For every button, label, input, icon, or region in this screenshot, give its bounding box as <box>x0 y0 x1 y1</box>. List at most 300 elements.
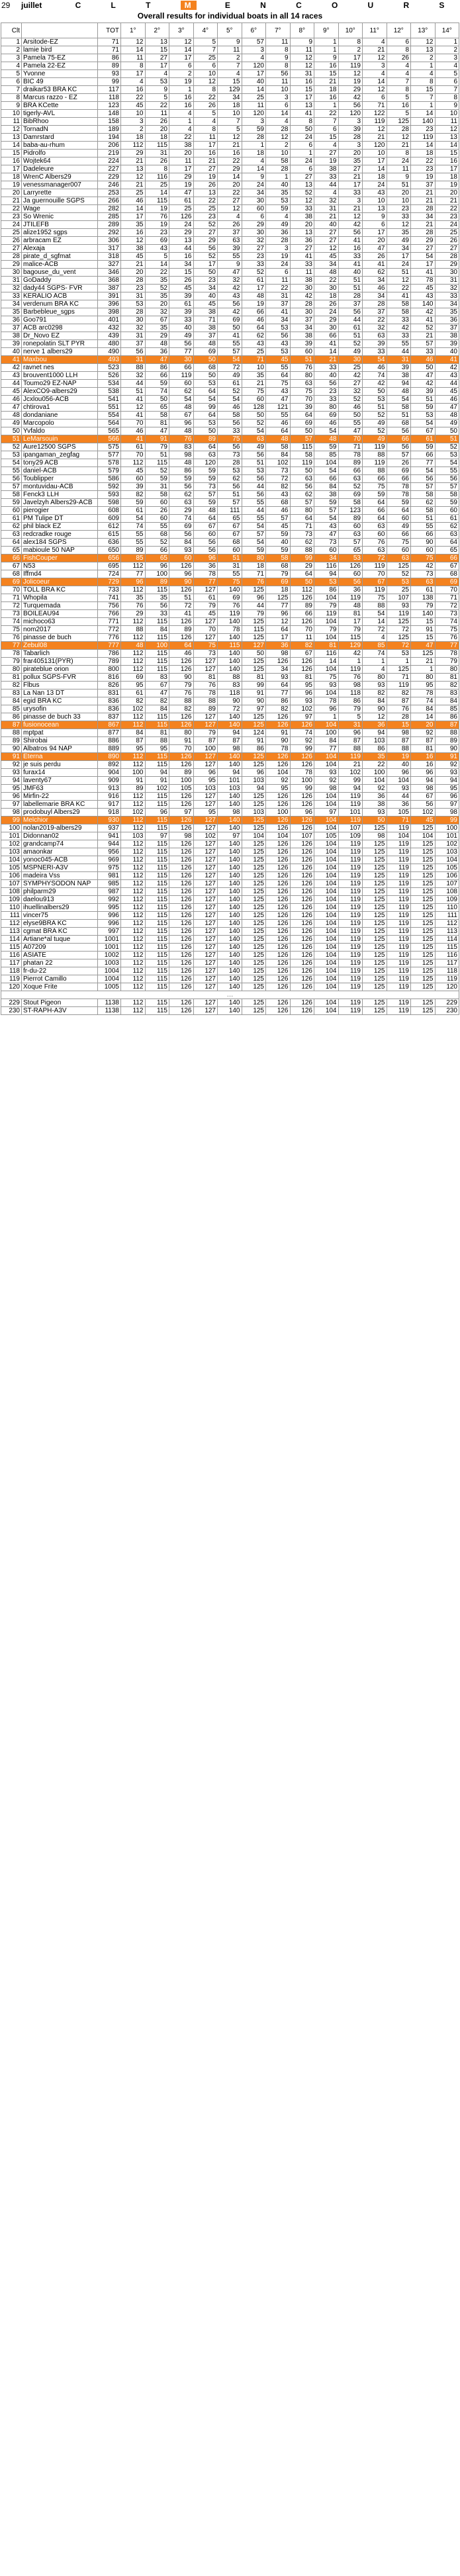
cell-boat-name: Pidrolfo <box>22 150 98 157</box>
cell-race-score: 77 <box>121 570 146 578</box>
cell-race-score: 86 <box>314 586 339 594</box>
cell-race-score: 39 <box>363 340 387 348</box>
cell-race-score: 48 <box>193 507 218 515</box>
cell-race-score: 18 <box>242 150 266 157</box>
cell-race-score: 17 <box>338 618 363 626</box>
cell-race-score: 66 <box>363 475 387 483</box>
table-row <box>1 134 459 142</box>
cell-race-score: 127 <box>193 983 218 991</box>
cell-race-score: 115 <box>145 888 169 896</box>
cell-race-score: 63 <box>387 555 411 562</box>
cell-race-score: 89 <box>435 737 459 745</box>
cell-rank: 29 <box>1 261 22 269</box>
cell-rank: 105 <box>1 864 22 872</box>
cell-race-score: 66 <box>242 308 266 316</box>
cell-rank: 102 <box>1 840 22 848</box>
cell-race-score: 126 <box>169 880 194 888</box>
cell-race-score: 75 <box>387 539 411 547</box>
cell-race-score: 16 <box>411 753 436 761</box>
cell-race-score: 74 <box>411 697 436 705</box>
cell-race-score: 49 <box>435 420 459 427</box>
cell-race-score: 12 <box>314 245 339 253</box>
cell-race-score: 22 <box>363 761 387 769</box>
cell-race-score: 48 <box>266 435 291 443</box>
cell-race-score: 21 <box>218 142 242 150</box>
cell-race-score: 28 <box>411 229 436 237</box>
cell-race-score: 64 <box>363 515 387 523</box>
cell-race-score: 50 <box>193 356 218 364</box>
cell-boat-name: madeira Vss <box>22 872 98 880</box>
cell-total: 909 <box>98 777 121 785</box>
cell-race-score: 56 <box>193 245 218 253</box>
cell-race-score: 51 <box>145 451 169 459</box>
cell-race-score: 1 <box>411 102 436 110</box>
cell-race-score: 112 <box>121 999 146 1007</box>
table-row <box>1 150 459 157</box>
cell-race-score: 126 <box>169 896 194 904</box>
cell-race-score: 126 <box>266 761 291 769</box>
cell-race-score: 14 <box>363 165 387 173</box>
cell-boat-name: Iffmd4 <box>22 570 98 578</box>
cell-race-score: 95 <box>290 682 314 689</box>
cell-race-score: 36 <box>266 642 291 650</box>
cell-race-score: 104 <box>314 594 339 602</box>
cell-race-score: 98 <box>338 682 363 689</box>
cell-race-score: 125 <box>242 801 266 809</box>
cell-race-score: 126 <box>169 562 194 570</box>
cell-race-score: 78 <box>435 650 459 658</box>
cell-race-score: 126 <box>169 975 194 983</box>
cell-race-score: 7 <box>314 118 339 126</box>
cell-race-score: 119 <box>338 753 363 761</box>
cell-race-score: 19 <box>387 753 411 761</box>
cell-race-score: 64 <box>290 570 314 578</box>
cell-race-score: 62 <box>242 332 266 340</box>
cell-race-score: 39 <box>290 340 314 348</box>
cell-race-score: 33 <box>290 261 314 269</box>
cell-race-score: 11 <box>266 38 291 46</box>
cell-race-score: 49 <box>387 523 411 531</box>
table-row <box>1 578 459 586</box>
cell-race-score: 59 <box>387 499 411 507</box>
cell-race-score: 90 <box>242 697 266 705</box>
cell-race-score: 60 <box>387 547 411 555</box>
cell-race-score: 26 <box>193 102 218 110</box>
cell-race-score: 46 <box>435 396 459 404</box>
cell-race-score: 37 <box>266 300 291 308</box>
cell-total: 1138 <box>98 999 121 1007</box>
cell-race-score: 45 <box>266 523 291 531</box>
cell-race-score: 20 <box>218 181 242 189</box>
cell-race-score: 75 <box>290 388 314 396</box>
cell-race-score: 119 <box>387 824 411 832</box>
cell-race-score: 54 <box>387 396 411 404</box>
cell-race-score: 68 <box>387 420 411 427</box>
cell-race-score: 120 <box>363 142 387 150</box>
cell-race-score: 55 <box>121 531 146 539</box>
cell-race-score: 125 <box>411 864 436 872</box>
cell-race-score: 63 <box>363 523 387 531</box>
cell-race-score: 15 <box>387 721 411 729</box>
cell-boat-name: montuvidau-ACB <box>22 483 98 491</box>
cell-race-score: 229 <box>435 999 459 1007</box>
cell-boat-name: Xoque Frite <box>22 983 98 991</box>
cell-race-score: 125 <box>363 888 387 896</box>
cell-race-score: 22 <box>387 285 411 292</box>
cell-race-score: 2 <box>338 46 363 54</box>
cell-race-score: 126 <box>266 912 291 920</box>
cell-race-score: 60 <box>193 531 218 539</box>
cell-race-score: 43 <box>363 189 387 197</box>
cell-race-score: 21 <box>435 197 459 205</box>
cell-race-score: 32 <box>121 324 146 332</box>
cell-race-score: 126 <box>169 983 194 991</box>
cell-race-score: 63 <box>218 237 242 245</box>
cell-race-score: 109 <box>338 832 363 840</box>
cell-race-score: 70 <box>169 745 194 753</box>
cell-race-score: 32 <box>435 285 459 292</box>
cell-race-score: 101 <box>435 832 459 840</box>
table-row <box>1 785 459 793</box>
cell-rank: 40 <box>1 348 22 356</box>
cell-race-score: 140 <box>218 936 242 944</box>
cell-race-score: 21 <box>121 261 146 269</box>
cell-total: 650 <box>98 547 121 555</box>
cell-boat-name: nerve 1 albers29 <box>22 348 98 356</box>
cell-race-score: 126 <box>266 975 291 983</box>
cell-total: 490 <box>98 348 121 356</box>
cell-race-score: 125 <box>242 824 266 832</box>
cell-race-score: 82 <box>387 689 411 697</box>
cell-race-score: 38 <box>363 801 387 809</box>
cell-race-score: 115 <box>145 904 169 912</box>
cell-race-score: 69 <box>435 578 459 586</box>
cell-race-score: 57 <box>290 435 314 443</box>
cell-total: 118 <box>98 94 121 102</box>
header-letter: E <box>224 1 232 10</box>
cell-race-score: 46 <box>363 285 387 292</box>
cell-race-score: 15 <box>290 86 314 94</box>
cell-total: 593 <box>98 491 121 499</box>
cell-race-score: 112 <box>121 975 146 983</box>
cell-total: 836 <box>98 697 121 705</box>
cell-rank: 115 <box>1 944 22 952</box>
cell-race-score: 140 <box>218 872 242 880</box>
cell-race-score: 126 <box>169 801 194 809</box>
cell-race-score: 63 <box>193 451 218 459</box>
cell-race-score: 5 <box>193 38 218 46</box>
cell-race-score: 60 <box>169 380 194 388</box>
cell-race-score: 75 <box>218 435 242 443</box>
cell-race-score: 125 <box>242 896 266 904</box>
cell-race-score: 29 <box>193 237 218 245</box>
cell-rank: 77 <box>1 642 22 650</box>
cell-race-score: 103 <box>363 737 387 745</box>
cell-total: 995 <box>98 904 121 912</box>
cell-race-score: 104 <box>387 832 411 840</box>
cell-boat-name: pollux SGPS-FVR <box>22 674 98 682</box>
cell-race-score: 126 <box>266 999 291 1007</box>
cell-race-score: 77 <box>169 348 194 356</box>
cell-race-score: 10 <box>363 150 387 157</box>
cell-race-score: 53 <box>435 451 459 459</box>
cell-race-score: 46 <box>314 420 339 427</box>
cell-race-score: 126 <box>266 658 291 666</box>
cell-boat-name: Arsitode-EZ <box>22 38 98 46</box>
cell-race-score: 31 <box>266 292 291 300</box>
cell-race-score: 127 <box>193 904 218 912</box>
cell-race-score: 1 <box>338 658 363 666</box>
cell-race-score: 82 <box>121 697 146 705</box>
cell-race-score: 89 <box>338 459 363 467</box>
cell-race-score: 126 <box>169 618 194 626</box>
cell-race-score: 78 <box>387 483 411 491</box>
cell-race-score: 119 <box>387 928 411 936</box>
cell-race-score: 115 <box>242 626 266 634</box>
cell-race-score: 126 <box>338 562 363 570</box>
cell-race-score: 17 <box>363 229 387 237</box>
cell-race-score: 115 <box>145 586 169 594</box>
cell-total: 566 <box>98 435 121 443</box>
cell-total: 123 <box>98 102 121 110</box>
cell-race-score: 126 <box>169 793 194 801</box>
cell-race-score: 125 <box>242 864 266 872</box>
cell-race-score: 140 <box>218 983 242 991</box>
cell-race-score: 11 <box>218 46 242 54</box>
cell-race-score: 4 <box>242 157 266 165</box>
cell-race-score: 17 <box>387 253 411 261</box>
cell-race-score: 126 <box>169 952 194 959</box>
cell-race-score: 71 <box>435 594 459 602</box>
cell-race-score: 11 <box>145 110 169 118</box>
cell-race-score: 51 <box>411 396 436 404</box>
cell-race-score: 15 <box>145 46 169 54</box>
col-race: 14° <box>435 23 459 38</box>
cell-race-score: 5 <box>193 110 218 118</box>
cell-total: 981 <box>98 872 121 880</box>
cell-race-score: 4 <box>314 142 339 150</box>
cell-total: 1001 <box>98 944 121 952</box>
cell-race-score: 71 <box>387 674 411 682</box>
cell-race-score: 119 <box>338 872 363 880</box>
cell-race-score: 35 <box>242 372 266 380</box>
cell-race-score: 115 <box>145 801 169 809</box>
cell-race-score: 119 <box>169 372 194 380</box>
cell-total: 158 <box>98 118 121 126</box>
cell-race-score: 125 <box>242 666 266 674</box>
cell-race-score: 19 <box>145 205 169 213</box>
cell-race-score: 66 <box>387 531 411 539</box>
cell-race-score: 125 <box>242 880 266 888</box>
page-header <box>0 0 460 22</box>
cell-race-score: 96 <box>290 689 314 697</box>
cell-race-score: 72 <box>387 626 411 634</box>
cell-race-score: 92 <box>290 737 314 745</box>
table-row <box>1 975 459 983</box>
cell-race-score: 12 <box>363 86 387 94</box>
cell-race-score: 104 <box>314 761 339 769</box>
cell-race-score: 56 <box>218 300 242 308</box>
cell-race-score: 31 <box>435 277 459 285</box>
cell-race-score: 34 <box>266 316 291 324</box>
cell-race-score: 41 <box>169 610 194 618</box>
cell-race-score: 28 <box>266 237 291 245</box>
cell-race-score: 54 <box>193 396 218 404</box>
cell-race-score: 57 <box>193 491 218 499</box>
cell-race-score: 26 <box>363 253 387 261</box>
cell-race-score: 125 <box>411 872 436 880</box>
cell-race-score: 67 <box>169 412 194 420</box>
cell-race-score: 127 <box>193 888 218 896</box>
table-row <box>1 697 459 705</box>
cell-race-score: 119 <box>314 610 339 618</box>
cell-race-score: 88 <box>363 602 387 610</box>
month-label: juillet <box>21 1 42 10</box>
cell-race-score: 140 <box>218 904 242 912</box>
cell-rank: 57 <box>1 483 22 491</box>
cell-race-score: 120 <box>242 62 266 70</box>
cell-race-score: 53 <box>266 348 291 356</box>
cell-race-score: 96 <box>242 769 266 777</box>
cell-race-score: 115 <box>145 856 169 864</box>
cell-race-score: 56 <box>338 578 363 586</box>
cell-race-score: 57 <box>242 531 266 539</box>
cell-race-score: 112 <box>121 848 146 856</box>
header-letter: C <box>296 1 303 10</box>
cell-race-score: 61 <box>169 300 194 308</box>
cell-race-score: 79 <box>193 602 218 610</box>
cell-total: 1001 <box>98 936 121 944</box>
cell-boat-name: pinasse de buch <box>22 634 98 642</box>
cell-race-score: 85 <box>121 555 146 562</box>
cell-race-score: 29 <box>314 316 339 324</box>
cell-boat-name: GoDaddy <box>22 277 98 285</box>
cell-race-score: 26 <box>169 277 194 285</box>
cell-race-score: 126 <box>266 856 291 864</box>
cell-race-score: 140 <box>218 658 242 666</box>
table-row <box>1 547 459 555</box>
cell-race-score: 84 <box>169 539 194 547</box>
cell-race-score: 76 <box>242 578 266 586</box>
cell-race-score: 125 <box>363 912 387 920</box>
cell-boat-name: redcradke rouge <box>22 531 98 539</box>
cell-race-score: 112 <box>121 880 146 888</box>
cell-race-score: 71 <box>338 443 363 451</box>
cell-race-score: 56 <box>338 308 363 316</box>
cell-total: 766 <box>98 610 121 618</box>
cell-race-score: 93 <box>363 809 387 817</box>
cell-race-score: 126 <box>266 721 291 729</box>
table-row <box>1 761 459 769</box>
cell-race-score: 127 <box>193 944 218 952</box>
cell-race-score: 89 <box>145 578 169 586</box>
cell-race-score: 103 <box>193 785 218 793</box>
table-row <box>1 475 459 483</box>
cell-race-score: 19 <box>338 78 363 86</box>
cell-rank: 20 <box>1 189 22 197</box>
cell-race-score: 78 <box>218 626 242 634</box>
cell-race-score: 125 <box>242 999 266 1007</box>
cell-race-score: 108 <box>435 888 459 896</box>
cell-race-score: 125 <box>363 864 387 872</box>
cell-race-score: 75 <box>193 642 218 650</box>
cell-boat-name: lamie bird <box>22 46 98 54</box>
cell-rank: 63 <box>1 531 22 539</box>
cell-race-score: 39 <box>218 245 242 253</box>
cell-race-score: 95 <box>145 745 169 753</box>
cell-rank: 103 <box>1 848 22 856</box>
cell-race-score: 140 <box>218 666 242 674</box>
cell-total: 93 <box>98 70 121 78</box>
cell-boat-name: ravnet nes <box>22 364 98 372</box>
cell-race-score: 81 <box>290 674 314 682</box>
cell-race-score: 126 <box>290 936 314 944</box>
cell-rank: 30 <box>1 269 22 277</box>
cell-race-score: 110 <box>435 904 459 912</box>
cell-race-score: 102 <box>266 459 291 467</box>
table-row <box>1 86 459 94</box>
cell-race-score: 36 <box>338 586 363 594</box>
cell-race-score: 91 <box>266 729 291 737</box>
cell-race-score: 54 <box>411 467 436 475</box>
cell-race-score: 36 <box>387 801 411 809</box>
cell-race-score: 125 <box>387 562 411 570</box>
cell-race-score: 79 <box>314 602 339 610</box>
cell-race-score: 16 <box>290 78 314 86</box>
cell-rank: 99 <box>1 817 22 824</box>
cell-race-score: 52 <box>193 221 218 229</box>
cell-rank: 10 <box>1 110 22 118</box>
cell-race-score: 125 <box>411 896 436 904</box>
cell-race-score: 59 <box>169 475 194 483</box>
cell-race-score: 112 <box>121 562 146 570</box>
cell-race-score: 76 <box>218 602 242 610</box>
cell-race-score: 126 <box>266 840 291 848</box>
cell-race-score: 59 <box>266 205 291 213</box>
cell-race-score: 1 <box>290 150 314 157</box>
cell-race-score: 103 <box>218 785 242 793</box>
cell-race-score: 100 <box>435 824 459 832</box>
cell-total: 575 <box>98 443 121 451</box>
cell-race-score: 112 <box>121 856 146 864</box>
cell-rank: 229 <box>1 999 22 1007</box>
col-race: 8° <box>290 23 314 38</box>
cell-race-score: 11 <box>121 54 146 62</box>
cell-rank: 97 <box>1 801 22 809</box>
cell-boat-name: Yvonne <box>22 70 98 78</box>
cell-race-score: 60 <box>169 555 194 562</box>
cell-race-score: 8 <box>266 62 291 70</box>
cell-race-score: 77 <box>314 745 339 753</box>
cell-total: 586 <box>98 475 121 483</box>
cell-race-score: 65 <box>145 404 169 412</box>
cell-race-score: 21 <box>363 134 387 142</box>
cell-race-score: 95 <box>411 682 436 689</box>
cell-race-score: 50 <box>242 412 266 420</box>
cell-race-score: 53 <box>387 578 411 586</box>
cell-total: 987 <box>98 888 121 896</box>
cell-race-score: 46 <box>363 364 387 372</box>
cell-race-score: 76 <box>435 634 459 642</box>
cell-race-score: 54 <box>411 253 436 261</box>
cell-race-score: 39 <box>121 483 146 491</box>
cell-race-score: 6 <box>193 62 218 70</box>
cell-race-score: 76 <box>363 539 387 547</box>
cell-race-score: 42 <box>218 308 242 316</box>
cell-race-score: 115 <box>145 142 169 150</box>
cell-race-score: 126 <box>266 880 291 888</box>
cell-race-score: 15 <box>218 78 242 86</box>
